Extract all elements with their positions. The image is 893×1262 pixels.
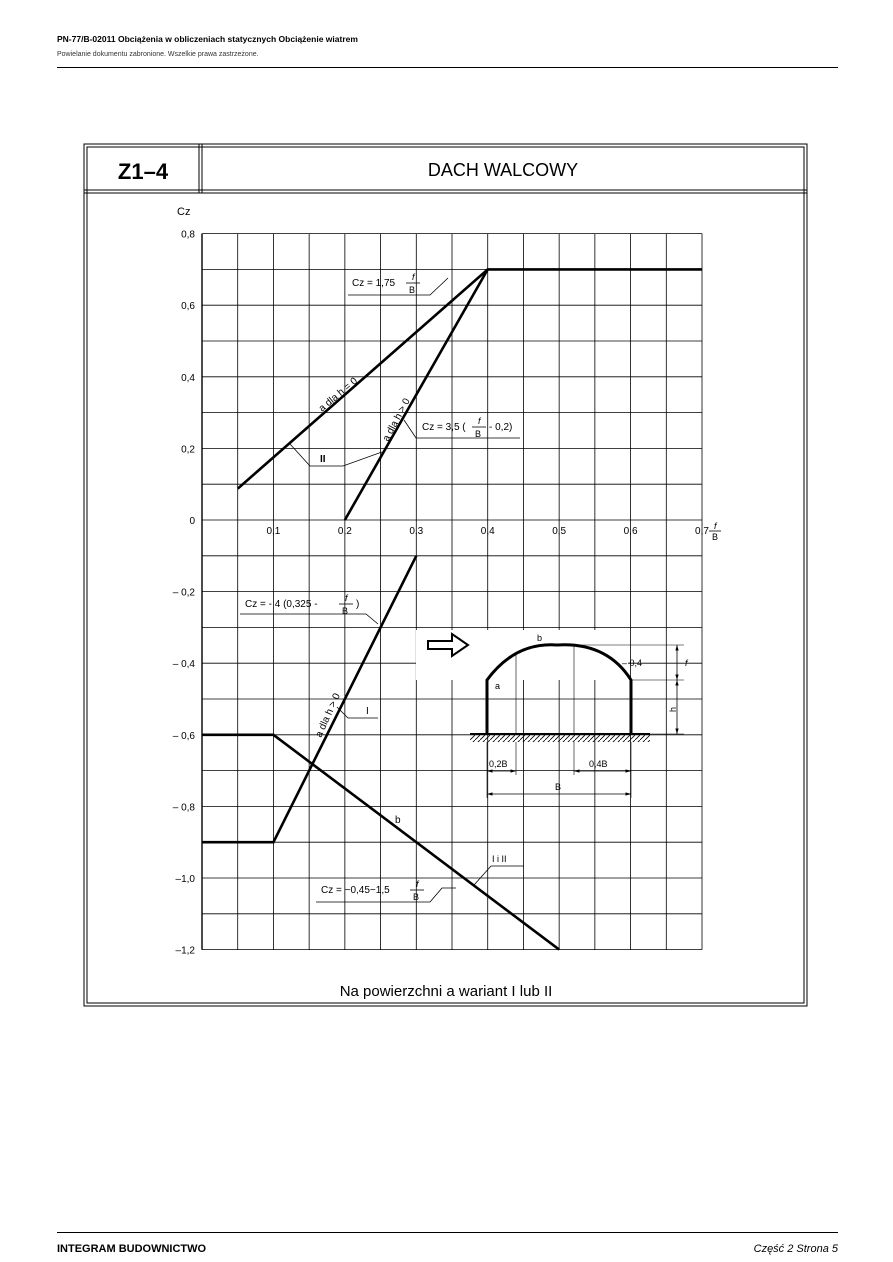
y-tick-label: – 0,2 (172, 587, 195, 599)
x-tick-label: 0,7 (695, 526, 709, 537)
svg-text:h: h (668, 706, 678, 712)
x-tick-label: 0,6 (623, 526, 638, 537)
svg-text:f: f (416, 879, 419, 889)
svg-text:Cz = - 4 (0,325 -: Cz = - 4 (0,325 - (245, 599, 318, 610)
table-title: DACH WALCOWY (427, 160, 579, 180)
y-tick-label: –1,0 (175, 874, 195, 885)
svg-text:f: f (412, 272, 415, 282)
svg-text:B: B (475, 429, 482, 439)
svg-text:f: f (685, 658, 688, 668)
svg-text:B: B (342, 606, 349, 616)
table-caption: Na powierzchni a wariant I lub II (339, 983, 553, 1000)
y-tick-label: 0,2 (181, 444, 195, 456)
y-tick-label: – 0,6 (172, 730, 195, 742)
footer-divider (57, 1232, 838, 1233)
y-axis-label: Cz (177, 206, 191, 218)
y-tick-label: 0 (189, 516, 195, 527)
formula-cz-4 (316, 879, 456, 902)
y-tick-label: – 0,8 (172, 802, 195, 814)
y-tick-label: 0,8 (181, 229, 195, 241)
footer-publisher: INTEGRAM BUDOWNICTWO (57, 1243, 207, 1255)
svg-text:f: f (345, 593, 348, 603)
svg-text:): ) (356, 599, 360, 610)
y-tick-label: – 0,4 (172, 659, 195, 671)
x-tick-label: 0,3 (409, 526, 424, 537)
x-tick-label: 0,5 (552, 526, 567, 537)
svg-text:B: B (555, 782, 562, 792)
svg-text:B: B (712, 532, 719, 542)
leader-I-i-II (474, 854, 524, 885)
formula-cz-1 (348, 272, 448, 295)
svg-text:0,2B: 0,2B (489, 759, 508, 769)
svg-text:– 0,4: – 0,4 (622, 658, 643, 668)
roof-section-inset (416, 630, 689, 798)
y-tick-label: –1,2 (175, 945, 195, 957)
svg-text:I i II: I i II (492, 854, 507, 864)
svg-text:Cz = 1,75: Cz = 1,75 (352, 278, 396, 289)
leader-I (337, 706, 378, 718)
svg-text:II: II (320, 454, 326, 465)
svg-text:- 0,2): - 0,2) (489, 422, 513, 433)
x-tick-label: 0,2 (337, 526, 352, 537)
formula-cz-2 (404, 416, 520, 439)
chart-ticks (173, 230, 710, 957)
svg-text:f: f (478, 416, 481, 426)
svg-text:0,4B: 0,4B (589, 759, 608, 769)
y-tick-label: 0,4 (181, 372, 195, 384)
svg-text:Cz = −0,45−1,5: Cz = −0,45−1,5 (321, 885, 390, 896)
svg-text:b: b (537, 633, 543, 643)
x-tick-label: 0,4 (480, 526, 495, 537)
table-code: Z1–4 (117, 159, 169, 184)
curve-label-a-hgt0-upper: a dla h > 0 (380, 396, 413, 444)
chart-grid (202, 234, 702, 950)
x-tick-label: 0,1 (266, 526, 281, 537)
curve-label-b: b (395, 815, 401, 826)
svg-text:B: B (409, 285, 416, 295)
svg-text:Cz = 3,5 (: Cz = 3,5 ( (422, 422, 466, 433)
curve-label-a-hgt0-lower: a dla h > 0 (313, 691, 343, 740)
leader-II (290, 444, 382, 466)
footer-page-info: Część 2 Strona 5 (753, 1243, 838, 1255)
svg-text:B: B (413, 892, 420, 902)
document-header-title: PN-77/B-02011 Obciążenia w obliczeniach statycznych Obciążenie wiatrem (57, 34, 358, 44)
svg-text:f: f (714, 521, 717, 531)
curve-label-a-h0: a dla h = 0 (316, 375, 360, 415)
svg-text:I: I (366, 706, 369, 717)
x-axis-label (709, 521, 721, 542)
y-tick-label: 0,6 (181, 301, 195, 313)
svg-text:a: a (495, 681, 501, 691)
document-header-subtitle: Powielanie dokumentu zabronione. Wszelkie prawa zastrzeżone. (57, 51, 259, 58)
